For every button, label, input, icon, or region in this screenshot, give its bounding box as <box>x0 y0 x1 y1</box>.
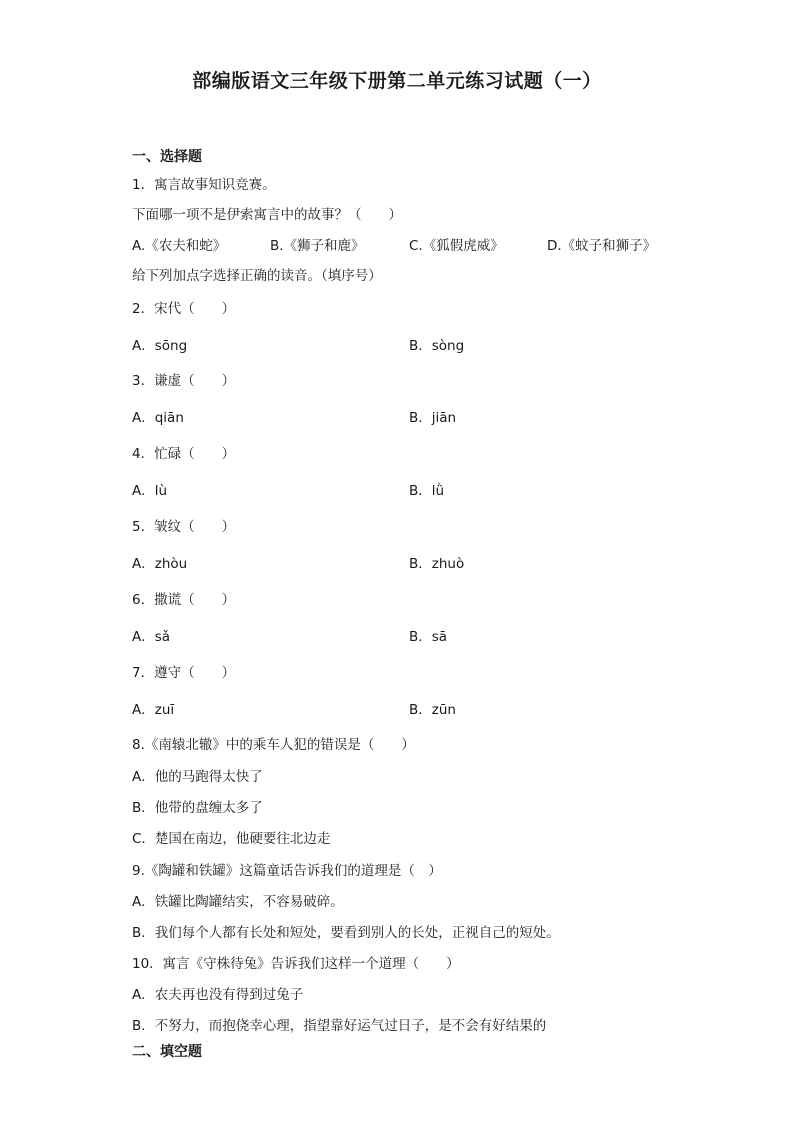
question-8-option-b: B．他带的盘缠太多了 <box>132 800 263 816</box>
option-d: D.《蚊子和狮子》 <box>547 238 657 254</box>
question-10-stem: 10．寓言《守株待兔》告诉我们这样一个道理（ ） <box>132 956 460 972</box>
question-10-option-a: A．农夫再也没有得到过兔子 <box>132 987 304 1003</box>
option-a: A．sōng <box>132 338 188 354</box>
option-b: B．jiān <box>409 410 457 426</box>
question-5-stem: 5．皱纹（ ） <box>132 519 236 535</box>
question-9-stem: 9.《陶罐和铁罐》这篇童话告诉我们的道理是（ ） <box>132 863 442 879</box>
question-4-stem: 4．忙碌（ ） <box>132 446 236 462</box>
option-a: A．lù <box>132 483 168 499</box>
question-8-option-a: A．他的马跑得太快了 <box>132 769 263 785</box>
question-7-stem: 7．遵守（ ） <box>132 665 236 681</box>
option-a: A．sǎ <box>132 629 171 645</box>
question-8-stem: 8.《南辕北辙》中的乘车人犯的错误是（ ） <box>132 737 415 753</box>
option-b: B．sā <box>409 629 448 645</box>
question-1-stem: 1．寓言故事知识竞赛。 <box>132 177 276 193</box>
question-10-option-b: B．不努力，而抱侥幸心理，指望靠好运气过日子，是不会有好结果的 <box>132 1018 547 1034</box>
option-b: B．zhuò <box>409 556 465 572</box>
option-a: A．qiān <box>132 410 184 426</box>
question-9-option-b: B．我们每个人都有长处和短处，要看到别人的长处，正视自己的短处。 <box>132 925 560 941</box>
option-b: B．lǜ <box>409 483 445 499</box>
option-a: A．zhòu <box>132 556 188 572</box>
option-b: B．sòng <box>409 338 465 354</box>
question-2-stem: 2．宋代（ ） <box>132 301 236 317</box>
question-9-option-a: A．铁罐比陶罐结实，不容易破碎。 <box>132 894 344 910</box>
section-heading-choice: 一、选择题 <box>132 149 202 165</box>
option-b: B．zūn <box>409 702 456 718</box>
question-3-stem: 3．谦虚（ ） <box>132 373 236 389</box>
option-c: C.《狐假虎威》 <box>409 238 504 254</box>
section-heading-fill-in: 二、填空题 <box>132 1044 202 1060</box>
question-6-stem: 6．撒谎（ ） <box>132 592 236 608</box>
question-1-sub: 下面哪一项不是伊索寓言中的故事？（ ） <box>132 207 402 223</box>
page-title: 部编版语文三年级下册第二单元练习试题（一） <box>192 70 602 92</box>
option-a: A．zuī <box>132 702 175 718</box>
option-a: A.《农夫和蛇》 <box>132 238 227 254</box>
pinyin-instruction: 给下列加点字选择正确的读音。（填序号） <box>132 268 382 284</box>
question-8-option-c: C．楚国在南边，他硬要往北边走 <box>132 831 331 847</box>
option-b: B.《狮子和鹿》 <box>270 238 365 254</box>
